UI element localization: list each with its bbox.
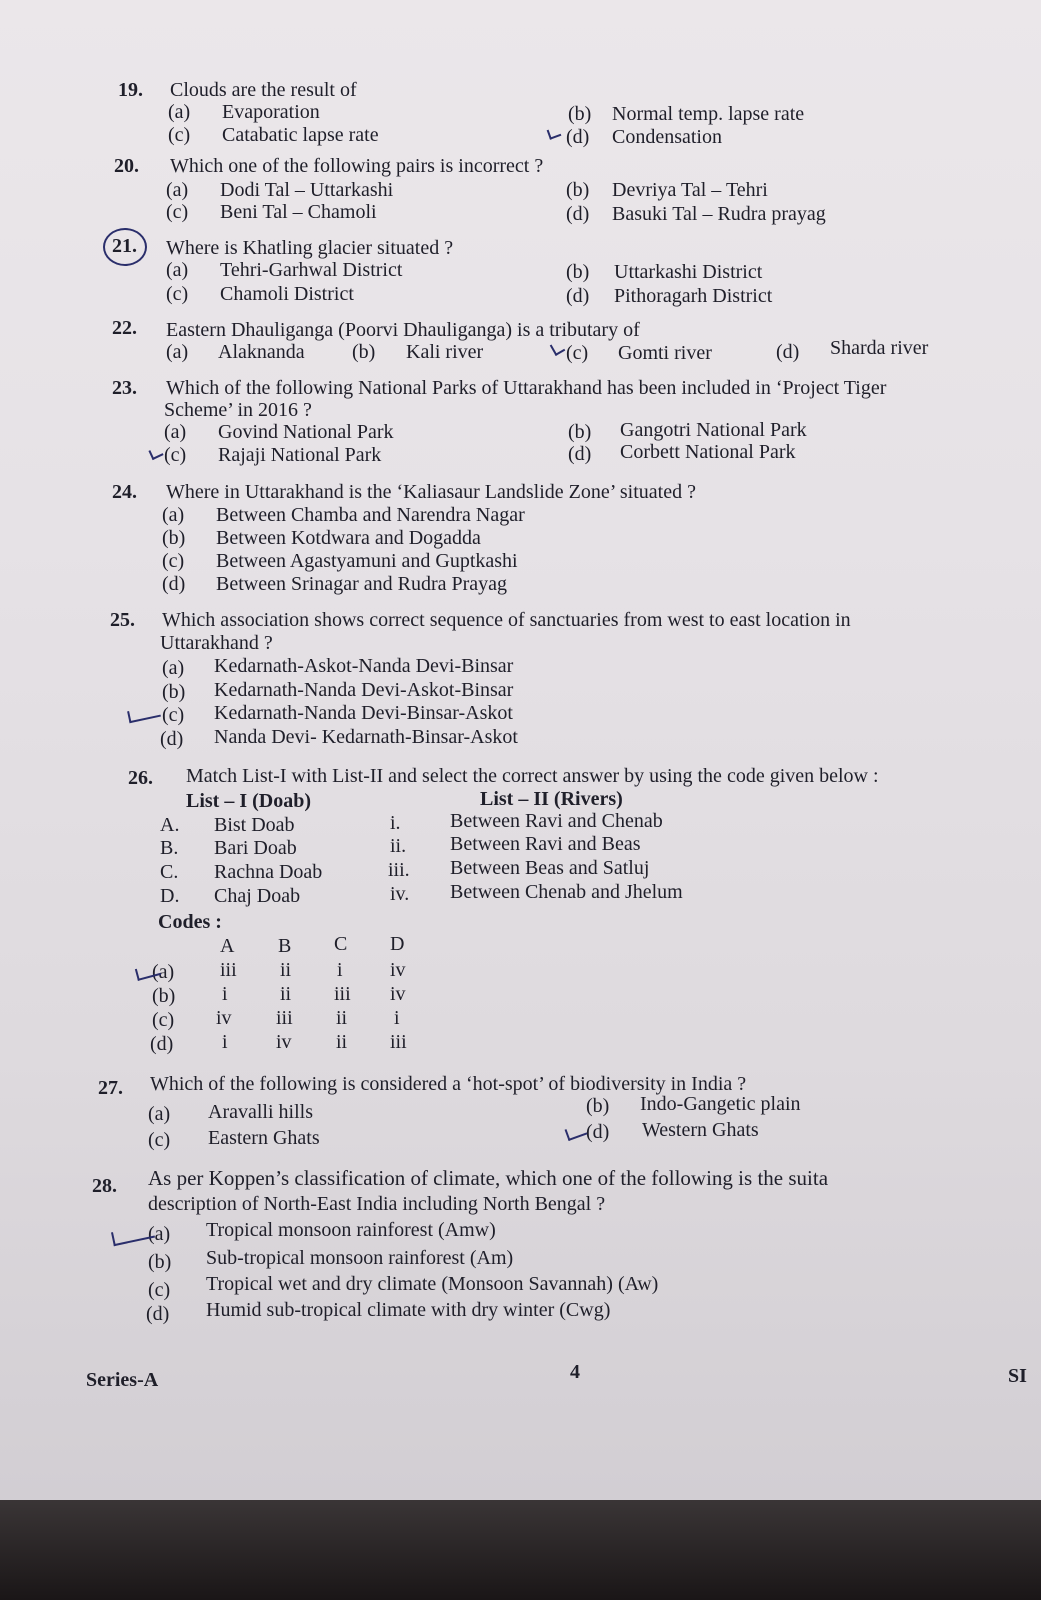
question-number: 27. <box>98 1077 123 1099</box>
option-label: (c) <box>168 124 191 146</box>
list1-key: B. <box>160 837 179 859</box>
question-text: Match List-I with List-II and select the correct answer by using the code given below : <box>186 765 879 787</box>
code-value: iv <box>216 1007 232 1029</box>
code-value: iv <box>276 1031 292 1053</box>
code-option-label: (b) <box>152 985 176 1007</box>
list2-key: iii. <box>388 859 410 881</box>
list1-key: C. <box>160 861 179 883</box>
option-text: Humid sub-tropical climate with dry winter (Cwg) <box>206 1299 611 1321</box>
option-text: Aravalli hills <box>208 1101 313 1123</box>
answer-tick-mark <box>148 446 163 460</box>
list2-key: iv. <box>390 883 410 905</box>
option-text: Beni Tal – Chamoli <box>220 201 377 223</box>
option-text: Alaknanda <box>218 341 305 363</box>
option-label: (a) <box>166 341 189 363</box>
option-label: (d) <box>566 203 590 225</box>
option-text: Gomti river <box>618 342 712 364</box>
option-text: Between Agastyamuni and Guptkashi <box>216 550 518 572</box>
option-text: Govind National Park <box>218 421 394 443</box>
option-text: Rajaji National Park <box>218 444 382 466</box>
option-label: (d) <box>162 573 186 595</box>
code-value: ii <box>280 983 292 1005</box>
option-text: Kedarnath-Nanda Devi-Binsar-Askot <box>214 702 513 724</box>
option-label: (a) <box>166 259 189 281</box>
question-text: Which association shows correct sequence of sanctuaries from west to east location in <box>162 609 851 631</box>
option-text: Evaporation <box>222 101 320 123</box>
code-value: i <box>394 1007 400 1029</box>
question-number: 26. <box>128 767 153 789</box>
option-text: Between Chamba and Narendra Nagar <box>216 504 525 526</box>
option-text: Kali river <box>406 341 484 363</box>
option-label: (a) <box>166 179 189 201</box>
option-label: (d) <box>566 285 590 307</box>
list2-value: Between Beas and Satluj <box>450 857 650 879</box>
option-text: Dodi Tal – Uttarkashi <box>220 179 394 201</box>
question-text: Uttarakhand ? <box>160 632 273 654</box>
list2-key: ii. <box>390 835 407 857</box>
code-option-label: (a) <box>152 961 175 983</box>
option-label: (c) <box>162 550 185 572</box>
list2-value: Between Ravi and Beas <box>450 833 641 855</box>
option-text: Corbett National Park <box>620 441 796 463</box>
footer-right-text: SI <box>1008 1365 1027 1387</box>
option-label: (b) <box>162 527 186 549</box>
code-value: iii <box>276 1007 293 1029</box>
option-label: (b) <box>568 103 592 125</box>
list2-header: List – II (Rivers) <box>480 788 623 810</box>
option-text: Tropical wet and dry climate (Monsoon Savannah) (Aw) <box>206 1273 659 1295</box>
code-value: iii <box>390 1031 407 1053</box>
option-label: (a) <box>148 1223 171 1245</box>
code-option-label: (c) <box>152 1009 175 1031</box>
answer-tick-mark <box>127 705 161 723</box>
answer-tick-mark <box>565 1123 588 1141</box>
option-label: (d) <box>568 443 592 465</box>
question-text: Where is Khatling glacier situated ? <box>166 237 454 259</box>
code-option-label: (d) <box>150 1033 174 1055</box>
question-text: Clouds are the result of <box>170 79 357 101</box>
option-label: (b) <box>566 179 590 201</box>
list1-value: Bari Doab <box>214 837 297 859</box>
option-text: Kedarnath-Nanda Devi-Askot-Binsar <box>214 679 514 701</box>
option-text: Between Kotdwara and Dogadda <box>216 527 481 549</box>
code-value: ii <box>280 959 292 981</box>
option-label: (b) <box>352 341 376 363</box>
option-label: (a) <box>148 1103 171 1125</box>
code-value: ii <box>336 1007 348 1029</box>
option-label: (b) <box>566 261 590 283</box>
question-number: 25. <box>110 609 135 631</box>
list1-key: D. <box>160 885 180 907</box>
option-label: (c) <box>164 444 187 466</box>
option-label: (b) <box>148 1251 172 1273</box>
codes-label: Codes : <box>158 911 222 933</box>
question-text: Eastern Dhauliganga (Poorvi Dhauliganga) is a tributary of <box>166 319 640 341</box>
option-text: Catabatic lapse rate <box>222 124 379 146</box>
list1-key: A. <box>160 814 180 836</box>
list1-value: Chaj Doab <box>214 885 301 907</box>
option-label: (a) <box>162 504 185 526</box>
list1-header: List – I (Doab) <box>186 790 312 812</box>
code-header: A <box>220 935 235 957</box>
code-header: C <box>334 933 348 955</box>
option-label: (d) <box>776 341 800 363</box>
list2-value: Between Chenab and Jhelum <box>450 881 683 903</box>
option-text: Kedarnath-Askot-Nanda Devi-Binsar <box>214 655 514 677</box>
option-text: Tehri-Garhwal District <box>220 259 403 281</box>
option-text: Gangotri National Park <box>620 419 807 441</box>
answer-tick-mark <box>550 340 566 356</box>
code-value: iii <box>220 959 237 981</box>
option-label: (b) <box>568 421 592 443</box>
option-text: Nanda Devi- Kedarnath-Binsar-Askot <box>214 726 518 748</box>
question-number: 22. <box>112 317 137 339</box>
page-number: 4 <box>570 1361 580 1383</box>
question-number: 28. <box>92 1175 117 1197</box>
option-label: (a) <box>162 657 185 679</box>
code-value: i <box>337 959 343 981</box>
option-label: (c) <box>148 1279 171 1301</box>
question-text: Which of the following is considered a ‘hot-spot’ of biodiversity in India ? <box>150 1073 747 1095</box>
option-label: (c) <box>166 283 189 305</box>
list2-value: Between Ravi and Chenab <box>450 810 663 832</box>
background-surface <box>0 1500 1041 1600</box>
option-label: (c) <box>148 1129 171 1151</box>
option-label: (d) <box>566 126 590 148</box>
footer-series: Series-A <box>86 1369 159 1391</box>
option-label: (c) <box>162 704 185 726</box>
question-number: 23. <box>112 377 137 399</box>
option-label: (a) <box>168 101 191 123</box>
question-number: 24. <box>112 481 137 503</box>
option-text: Sharda river <box>830 337 929 359</box>
option-text: Basuki Tal – Rudra prayag <box>612 203 826 225</box>
option-text: Chamoli District <box>220 283 354 305</box>
option-label: (d) <box>146 1303 170 1325</box>
code-value: i <box>222 983 228 1005</box>
option-text: Pithoragarh District <box>614 285 773 307</box>
option-text: Devriya Tal – Tehri <box>612 179 768 201</box>
option-label: (b) <box>586 1095 610 1117</box>
option-text: Western Ghats <box>642 1119 759 1141</box>
question-text: As per Koppen’s classification of climate, which one of the following is the suita <box>148 1166 829 1190</box>
code-value: iv <box>390 959 406 981</box>
option-text: Sub-tropical monsoon rainforest (Am) <box>206 1247 514 1269</box>
code-value: i <box>222 1031 228 1053</box>
question-number: 19. <box>118 79 143 101</box>
list1-value: Rachna Doab <box>214 861 323 883</box>
code-header: D <box>390 933 405 955</box>
option-text: Indo-Gangetic plain <box>640 1093 801 1115</box>
code-value: ii <box>336 1031 348 1053</box>
question-text: description of North-East India including North Bengal ? <box>148 1193 606 1215</box>
option-text: Uttarkashi District <box>614 261 763 283</box>
code-value: iv <box>390 983 406 1005</box>
question-text: Which one of the following pairs is incorrect ? <box>170 155 544 177</box>
question-number: 21. <box>112 235 137 257</box>
option-text: Tropical monsoon rainforest (Amw) <box>206 1219 496 1241</box>
option-label: (b) <box>162 681 186 703</box>
list2-key: i. <box>390 812 401 834</box>
option-label: (c) <box>566 342 589 364</box>
question-text: Where in Uttarakhand is the ‘Kaliasaur Landslide Zone’ situated ? <box>166 481 696 503</box>
question-text: Scheme’ in 2016 ? <box>164 399 312 421</box>
answer-tick-mark <box>547 126 562 140</box>
code-header: B <box>278 935 292 957</box>
option-label: (c) <box>166 201 189 223</box>
option-label: (d) <box>160 728 184 750</box>
option-text: Condensation <box>612 126 722 148</box>
option-text: Normal temp. lapse rate <box>612 103 805 125</box>
question-text: Which of the following National Parks of Uttarakhand has been included in ‘Project Tiger <box>166 377 887 399</box>
list1-value: Bist Doab <box>214 814 295 836</box>
code-value: iii <box>334 983 351 1005</box>
option-label: (d) <box>586 1121 610 1143</box>
option-text: Eastern Ghats <box>208 1127 320 1149</box>
option-label: (a) <box>164 421 187 443</box>
question-number: 20. <box>114 155 139 177</box>
option-text: Between Srinagar and Rudra Prayag <box>216 573 508 595</box>
